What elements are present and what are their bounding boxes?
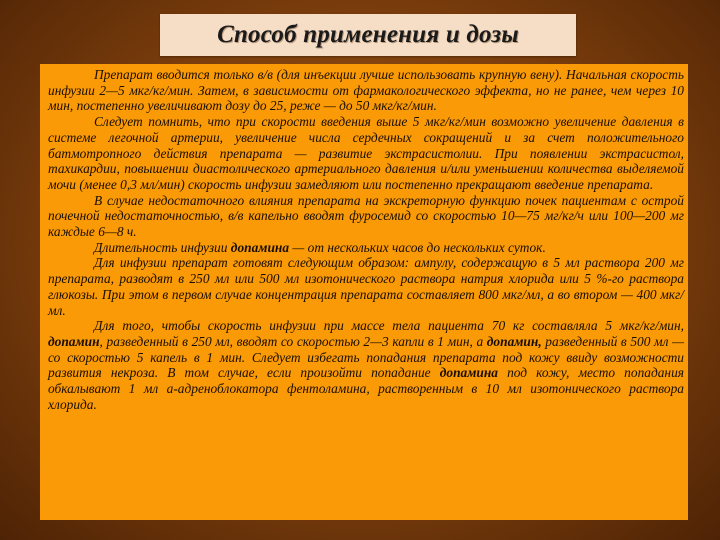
paragraph-text: разведенный в 500 мл — со скоростью 5 капель в 1 мин. Следует избегать попадания препарата под кожу ввиду возможности развития некроза. В том случае, если произойти попадание xyxy=(48,333,684,381)
paragraph-text: Для того, чтобы скорость инфузии при массе тела пациента 70 кг составляла 5 мкг/кг/мин, xyxy=(94,318,684,334)
paragraph-text: Длительность инфузии xyxy=(94,239,231,255)
drug-name-bold: допамин, xyxy=(486,333,542,349)
paragraph-6 xyxy=(48,318,684,412)
slide-title: Способ применения и дозы xyxy=(217,21,519,48)
content-box xyxy=(40,64,688,520)
paragraph-4 xyxy=(48,240,684,256)
drug-name-bold: допамина xyxy=(230,239,290,255)
paragraph-text: — от нескольких часов до нескольких суток. xyxy=(289,239,546,255)
paragraph-text: под кожу, место попадания обкалывают 1 мл а-адреноблокатора фентоламина, растворенным в 10 мл изотонического раствора хлорида. xyxy=(48,365,684,412)
paragraph-text: , разведенный в 250 мл, вводят со скоростью 2—3 капли в 1 мин, а xyxy=(99,333,487,349)
paragraph-text: Препарат вводится только в/в (для инъекции лучше использовать крупную вену). Начальная скорость инфузии 2—5 мкг/кг/мин. Затем, в зависимости от фармакологического эффекта, но не ранее, чем через 10 мин, постепенно увеличивают дозу до 25, реже — до 50 мкг/кг/мин. xyxy=(48,67,684,114)
paragraph-text: Следует помнить, что при скорости введения выше 5 мкг/кг/мин возможно увеличение давления в системе легочной артерии, увеличение числа сердечных сокращений и за счет положительного батмотропного действия препарата — развитие экстрасистолии. При появлении экстрасистол, тахикардии, повышении диастолического артериального давления и/или уменьшении количества выделяемой мочи (менее 0,3 мл/мин) скорость инфузии замедляют или постепенно прекращают введение препарата. xyxy=(48,114,684,192)
title-banner xyxy=(160,14,576,56)
paragraph-5 xyxy=(48,255,684,318)
drug-name-bold: допамина xyxy=(439,365,498,381)
paragraph-text: Для инфузии препарат готовят следующим образом: ампулу, содержащую в 5 мл раствора 200 мг препарата, разводят в 250 мл или 500 мл изотонического раствора натрия хлорида или 5 %-го раствора глюкозы. При этом в первом случае концентрация препарата составляет 800 мкг/мл, а во втором — 400 мкг/мл. xyxy=(48,255,684,318)
drug-name-bold: допамин xyxy=(48,333,100,349)
paragraph-text: В случае недостаточного влияния препарата на экскреторную функцию почек пациентам с острой почечной недостаточностью, в/в капельно вводят фуросемид со скоростью 10—75 мг/кг/ч или 100—200 мг каждые 6—8 ч. xyxy=(48,192,684,240)
paragraph-2 xyxy=(48,114,684,193)
paragraph-3 xyxy=(48,193,684,240)
paragraph-1 xyxy=(48,67,684,114)
